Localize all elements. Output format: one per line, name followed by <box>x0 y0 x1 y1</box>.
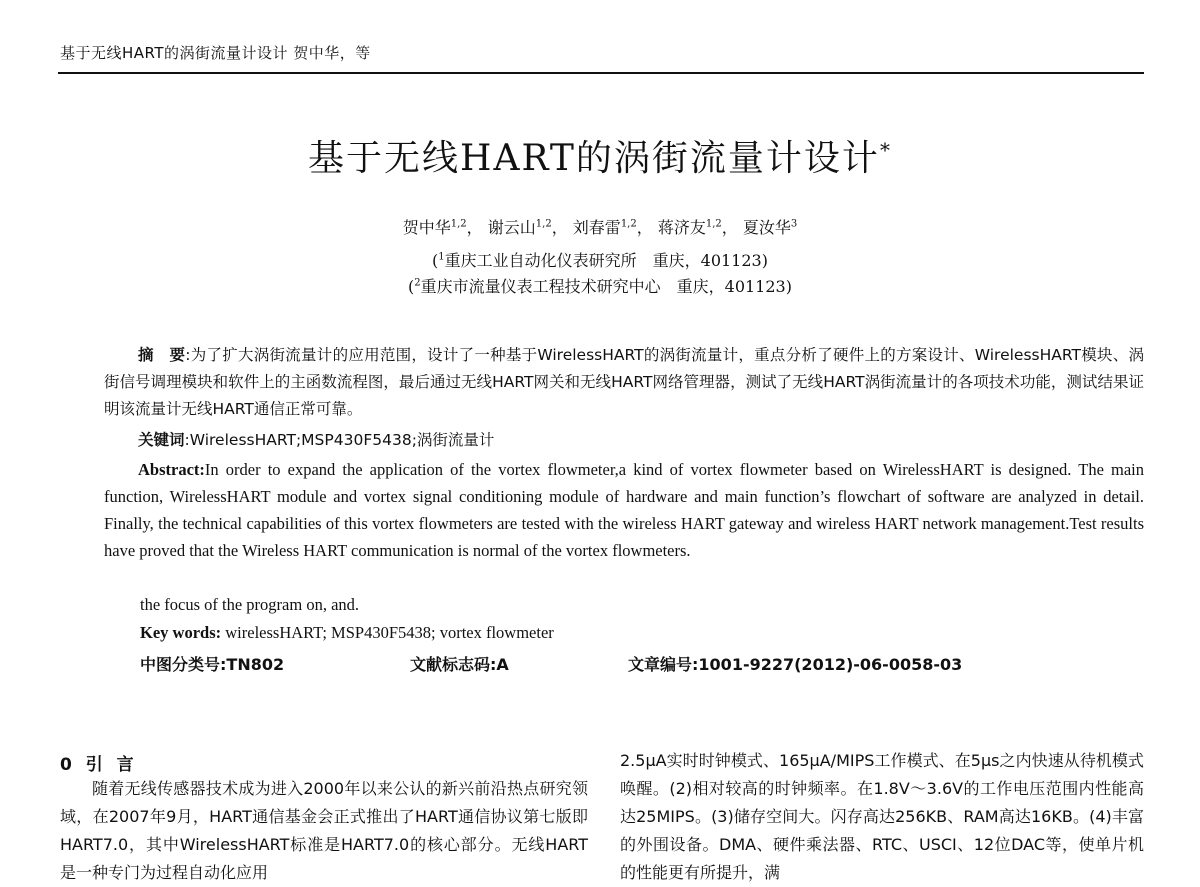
doc-code-value: :A <box>490 655 509 674</box>
author-name: 蒋济友 <box>657 218 706 237</box>
abstract-en-text: In order to expand the application of the vortex flowmeter,a kind of vortex flowmeter based on WirelessHART is designed. The main function, WirelessHART module and vortex signal conditioning module of hardware and main function’s flowchart of software are analyzed in detail. Finally, the technical capabilities of this vortex flowmeters are tested with the wireless HART gateway and wireless HART network management.Test results have proved that the Wireless HART communication is normal of the vortex flowmeters. <box>104 460 1144 560</box>
abstract-cn <box>104 342 1144 423</box>
author-name: 贺中华 <box>402 218 451 237</box>
affiliation-2 <box>0 274 1200 297</box>
author-sep: ， <box>551 218 568 237</box>
author-name: 刘春雷 <box>572 218 621 237</box>
keywords-en-text: wirelessHART; MSP430F5438; vortex flowmeter <box>221 623 554 642</box>
abstract-cn-label: 摘 要 <box>138 346 186 364</box>
article-no-label: 文章编号 <box>628 655 693 674</box>
author-name: 谢云山 <box>487 218 536 237</box>
title-text: 基于无线HART的涡街流量计设计 <box>308 138 880 179</box>
affil-open-paren: ( <box>408 277 415 296</box>
affil-text: 重庆市流量仪表工程技术研究中心 重庆，401123) <box>420 277 792 296</box>
article-no-value: :1001-9227(2012)-06-0058-03 <box>692 655 963 674</box>
body-column-right: 2.5μA实时时钟模式、165μA/MIPS工作模式、在5μs之内快速从待机模式唤醒。(2)相对较高的时钟频率。在1.8V～3.6V的工作电压范围内性能高达25MIPS。(3)储存空间大。闪存高达256KB、RAM高达16KB。(4)丰富的外围设备。DMA、硬件乘法器、RTC、USCI、12位DAC等，使单片机的性能更有所提升，满 <box>620 751 1144 882</box>
header-rule <box>58 72 1144 74</box>
author-sep: ， <box>466 218 483 237</box>
author-sep: ， <box>636 218 653 237</box>
affiliation-1 <box>0 248 1200 271</box>
author-affil-sup: 1,2 <box>705 218 722 230</box>
section-heading-intro: 0 引 言 <box>60 755 138 775</box>
author-list <box>0 215 1200 238</box>
clc-value: :TN802 <box>220 655 285 674</box>
article-number <box>628 652 962 675</box>
document-code <box>410 652 509 675</box>
clc-number <box>140 652 284 675</box>
abstract-en <box>104 456 1144 564</box>
doc-code-label: 文献标志码 <box>410 655 491 674</box>
abstract-en-label: Abstract: <box>138 460 205 479</box>
affil-open-paren: ( <box>432 251 439 270</box>
abstract-cn-text: :为了扩大涡街流量计的应用范围，设计了一种基于WirelessHART的涡街流量计，重点分析了硬件上的方案设计、WirelessHART模块、涡街信号调理模块和软件上的主函数流程图，最后通过无线HART网关和无线HART网络管理器，测试了无线HART涡街流量计的各项技术功能，测试结果证明该流量计无线HART通信正常可靠。 <box>104 346 1144 418</box>
keywords-cn-text: :WirelessHART;MSP430F5438;涡街流量计 <box>184 431 495 449</box>
title-footnote-mark: * <box>879 138 892 162</box>
author-affil-sup: 1,2 <box>535 218 552 230</box>
keywords-en-label: Key words: <box>140 623 222 642</box>
author-name: 夏汝华 <box>742 218 791 237</box>
affil-sup: 1 <box>438 251 445 263</box>
affil-sup: 2 <box>414 277 421 289</box>
clc-label: 中图分类号 <box>140 655 221 674</box>
body-column-left: 随着无线传感器技术成为进入2000年以来公认的新兴前沿热点研究领域，在2007年9月，HART通信基金会正式推出了HART通信协议第七版即HART7.0，其中WirelessHART标准是HART7.0的核心部分。无线HART是一种专门为过程自动化应用 <box>60 779 588 882</box>
keywords-cn <box>138 428 494 450</box>
keywords-cn-label: 关键词 <box>138 431 185 449</box>
affil-text: 重庆工业自动化仪表研究所 重庆，401123) <box>444 251 768 270</box>
author-affil-sup: 3 <box>790 218 798 230</box>
running-head: 基于无线HART的涡街流量计设计 贺中华，等 <box>60 44 371 62</box>
keywords-en <box>140 623 554 643</box>
author-sep: ， <box>721 218 738 237</box>
focus-line: the focus of the program on, and. <box>140 595 360 614</box>
author-affil-sup: 1,2 <box>620 218 637 230</box>
paper-title <box>0 130 1200 181</box>
author-affil-sup: 1,2 <box>450 218 467 230</box>
